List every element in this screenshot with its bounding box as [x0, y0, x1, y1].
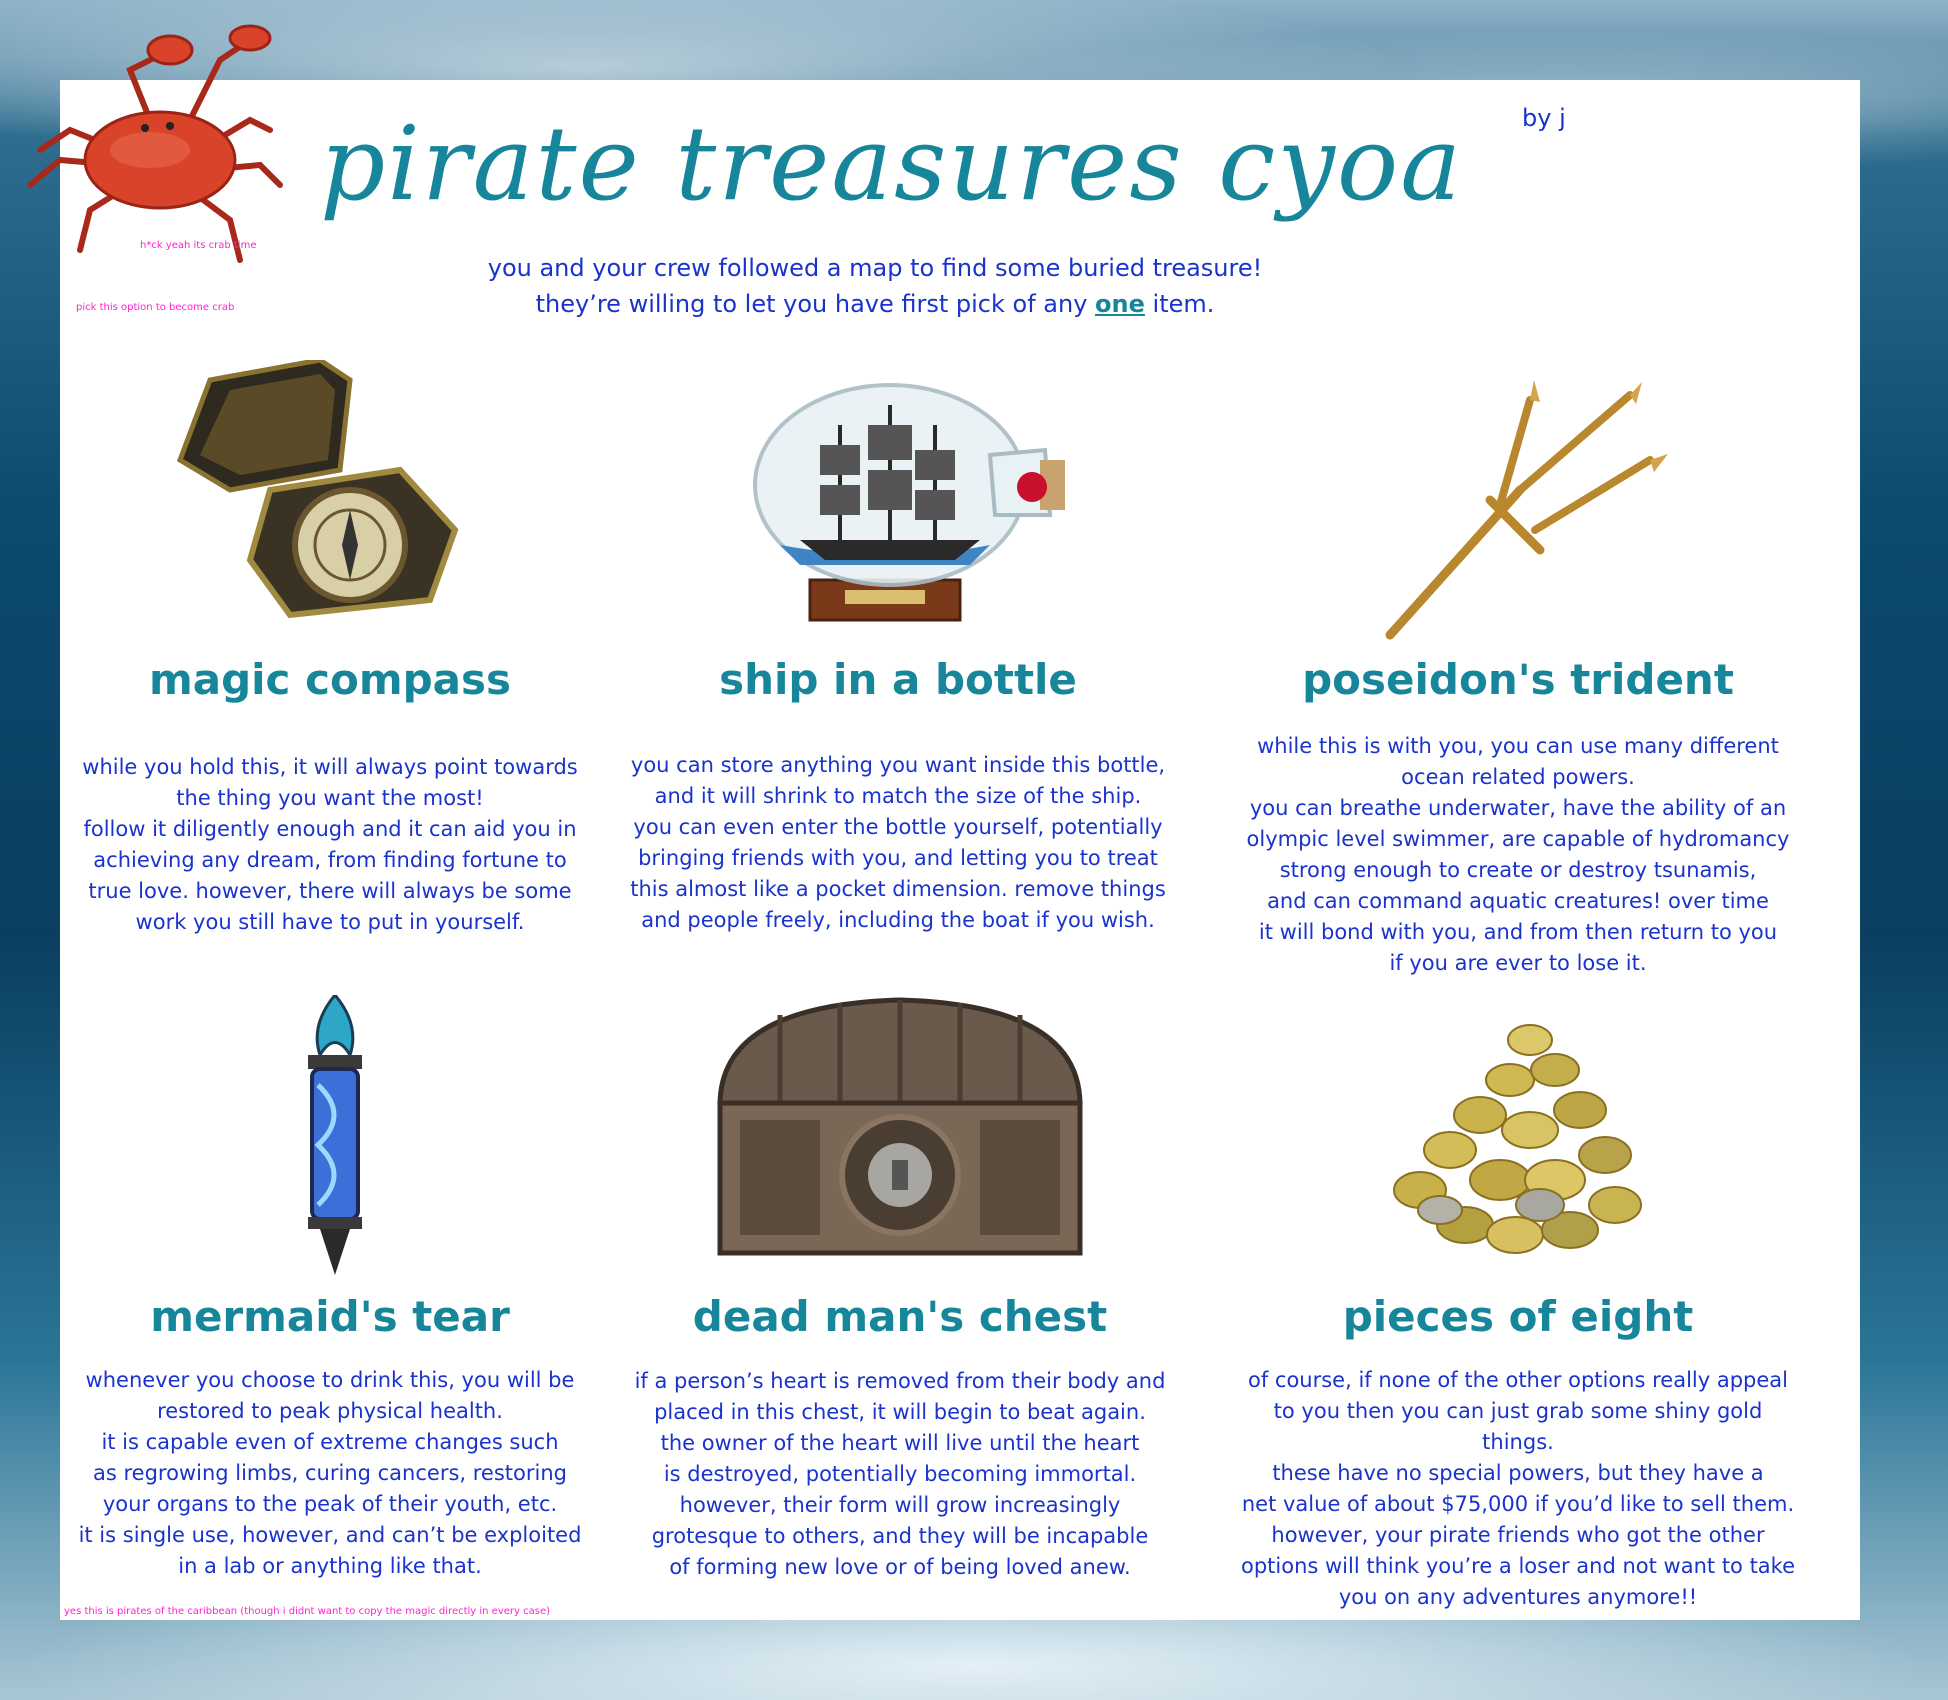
item-desc-magic-compass: while you hold this, it will always point towards the thing you want the most! follow it diligently enough and it can aid you in achieving any dream, from finding fortune to true love. however, there will always be some work you still have to put in yourself.: [82, 755, 578, 934]
trident-icon[interactable]: [1370, 380, 1670, 640]
item-title-pieces-of-eight: pieces of eight: [1342, 1292, 1694, 1341]
item-desc-mermaids-tear: whenever you choose to drink this, you will be restored to peak physical health. it is capable even of extreme changes such as regrowing limbs, curing cancers, restoring your organs to the peak of their youth, etc. it is single use, however, and can’t be exploited in a lab or anything like that.: [78, 1368, 582, 1578]
intro-text: [400, 250, 1350, 322]
item-desc-pieces-of-eight: of course, if none of the other options really appeal to you then you can just grab some shiny gold things. these have no special powers, but they have a net value of about $75,000 if you’d like to sell them. however, your pirate friends who got the other options will think you’re a loser and not want to take you on any adventures anymore!!: [1240, 1368, 1796, 1609]
author-byline: by j: [1522, 104, 1566, 132]
item-desc-poseidons-trident: while this is with you, you can use many different ocean related powers. you can breathe underwater, have the ability of an olympic level swimmer, are capable of hydromancy strong enough to create or destroy tsunamis, and can command aquatic creatures! over time it will bond with you, and from then return to you if you are ever to lose it.: [1246, 734, 1790, 975]
chest-icon[interactable]: [710, 995, 1090, 1260]
ship-bottle-icon[interactable]: [740, 365, 1080, 625]
crab-option-caption: pick this option to become crab: [76, 302, 235, 313]
item-title-poseidons-trident: poseidon's trident: [1302, 655, 1734, 704]
intro-emphasis: one: [1095, 290, 1145, 318]
intro-line-2: they’re willing to let you have first pick of any one item.: [535, 290, 1215, 318]
item-desc-dead-mans-chest: if a person’s heart is removed from their body and placed in this chest, it will begin to beat again. the owner of the heart will live until the heart is destroyed, potentially becoming immortal. however, their form will grow increasingly grotesque to others, and they will be incapable of forming new love or of being loved anew.: [634, 1369, 1166, 1579]
item-title-ship-in-a-bottle: ship in a bottle: [719, 655, 1077, 704]
item-desc-ship-in-a-bottle: you can store anything you want inside this bottle, and it will shrink to match the size of the ship. you can even enter the bottle yourself, potentially bringing friends with you, and letting you to treat this almost like a pocket dimension. remove things and people freely, including the boat if you wish.: [630, 753, 1166, 932]
crab-icon[interactable]: [0, 0, 300, 300]
coins-icon[interactable]: [1380, 1010, 1660, 1270]
crab-caption: h*ck yeah its crab time: [140, 240, 257, 251]
item-title-mermaids-tear: mermaid's tear: [150, 1292, 510, 1341]
vial-icon[interactable]: [290, 995, 380, 1275]
footer-note: yes this is pirates of the caribbean (though i didnt want to copy the magic directly in every case): [64, 1606, 551, 1617]
intro-line-1: you and your crew followed a map to find some buried treasure!: [487, 254, 1263, 282]
compass-icon[interactable]: [170, 360, 460, 620]
item-title-dead-mans-chest: dead man's chest: [692, 1292, 1108, 1341]
page-title: pirate treasures cyoa: [320, 105, 1464, 224]
item-title-magic-compass: magic compass: [148, 655, 511, 704]
